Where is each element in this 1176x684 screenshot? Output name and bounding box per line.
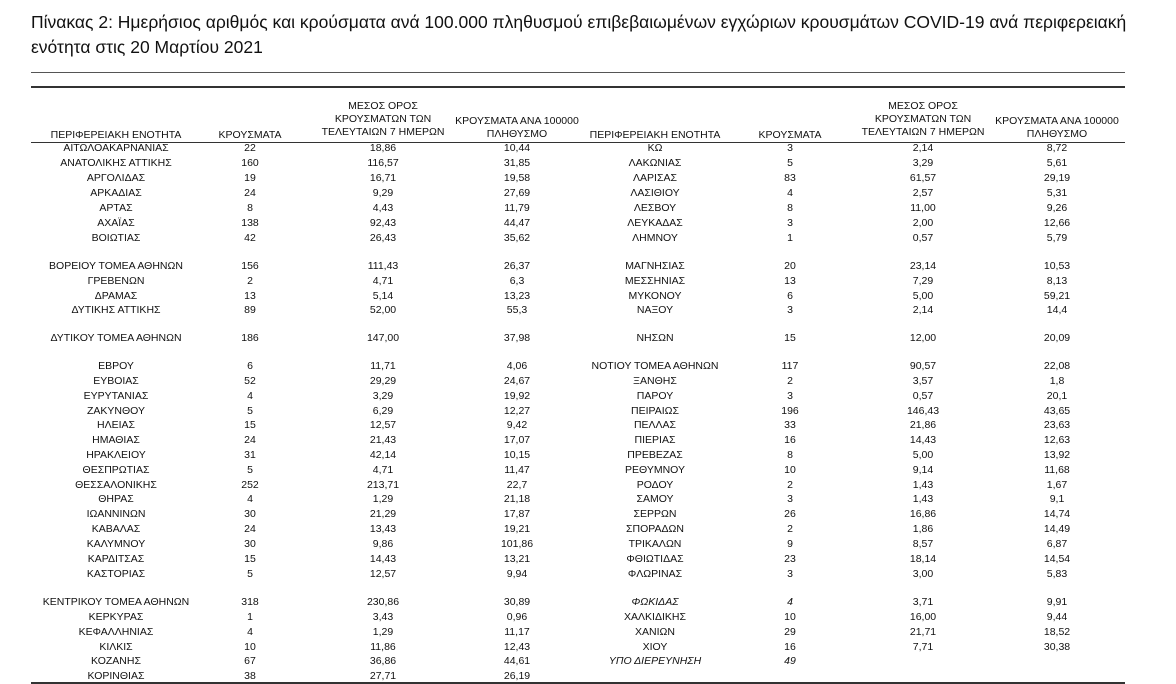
left-cases-cell: 24 (244, 434, 256, 446)
right-avg7-cell: 146,43 (906, 405, 940, 417)
left-per100k-cell: 101,86 (500, 538, 534, 550)
right-avg7-cell: 5,00 (912, 449, 934, 461)
left-per100k-cell: 55,3 (506, 304, 528, 316)
right-cases-cell: 3 (787, 217, 793, 229)
right-per100k-cell: 9,26 (1046, 202, 1068, 214)
left-region-cell: ΚΑΒΑΛΑΣ (91, 523, 141, 535)
right-cases-cell: 49 (784, 655, 796, 667)
left-per100k-cell: 4,06 (506, 360, 528, 372)
right-avg7-cell: 2,14 (912, 304, 934, 316)
left-region-cell: ΚΟΖΑΝΗΣ (91, 655, 141, 667)
left-avg7-cell: 12,57 (369, 419, 397, 431)
right-cases-cell: 5 (787, 157, 793, 169)
left-per100k-cell: 13,23 (503, 290, 531, 302)
right-cases-cell: 3 (787, 390, 793, 402)
right-per100k-cell: 1,8 (1049, 375, 1065, 387)
right-region-cell: ΥΠΟ ΔΙΕΡΕΥΝΗΣΗ (608, 655, 702, 667)
right-per100k-cell: 14,54 (1043, 553, 1071, 565)
right-cases-cell: 33 (784, 419, 796, 431)
left-cases-cell: 30 (244, 538, 256, 550)
left-region-cell: ΑΝΑΤΟΛΙΚΗΣ ΑΤΤΙΚΗΣ (60, 157, 172, 169)
right-region-cell: ΧΑΛΚΙΔΙΚΗΣ (624, 611, 686, 623)
right-cases-cell: 3 (787, 142, 793, 154)
right-region-cell: ΜΕΣΣΗΝΙΑΣ (624, 275, 686, 287)
top-rule (31, 72, 1125, 73)
right-per100k-cell: 9,91 (1046, 596, 1068, 608)
left-cases-cell: 19 (244, 172, 256, 184)
left-avg7-cell: 213,71 (366, 479, 400, 491)
right-per100k-cell: 22,08 (1043, 360, 1071, 372)
right-avg7-cell: 2,57 (912, 187, 934, 199)
left-avg7-cell: 21,29 (369, 508, 397, 520)
left-per100k-cell: 11,79 (504, 202, 530, 214)
left-cases-cell: 67 (244, 655, 256, 667)
right-region-cell: ΝΗΣΩΝ (636, 332, 674, 344)
left-cases-cell: 5 (247, 464, 253, 476)
left-avg7-cell: 11,86 (370, 641, 396, 653)
left-per100k-cell: 12,27 (503, 405, 531, 417)
right-region-cell: ΦΘΙΩΤΙΔΑΣ (626, 553, 684, 565)
left-cases-cell: 52 (244, 375, 256, 387)
left-per100k-cell: 10,44 (503, 142, 531, 154)
right-cases-cell: 10 (784, 464, 796, 476)
left-region-cell: ΗΜΑΘΙΑΣ (92, 434, 140, 446)
right-region-cell: ΞΑΝΘΗΣ (633, 375, 677, 387)
right-region-cell: ΡΟΔΟΥ (636, 479, 674, 491)
left-avg7-cell: 12,57 (369, 568, 397, 580)
left-per100k-cell: 26,19 (503, 670, 531, 682)
left-per100k-cell: 35,62 (503, 232, 531, 244)
right-avg7-cell: 3,29 (912, 157, 934, 169)
right-region-cell: ΝΟΤΙΟΥ ΤΟΜΕΑ ΑΘΗΝΩΝ (591, 360, 719, 372)
left-cases-cell: 252 (241, 479, 259, 491)
right-per100k-cell: 5,83 (1046, 568, 1068, 580)
left-region-cell: ΚΕΡΚΥΡΑΣ (88, 611, 144, 623)
left-avg7-cell: 11,71 (370, 360, 396, 372)
right-avg7-cell: 14,43 (909, 434, 937, 446)
right-avg7-cell: 7,71 (912, 641, 934, 653)
right-avg7-cell: 1,86 (912, 523, 934, 535)
left-avg7-cell: 36,86 (369, 655, 397, 667)
left-region-cell: ΚΙΛΚΙΣ (99, 641, 133, 653)
left-cases-cell: 6 (247, 360, 253, 372)
left-region-cell: ΘΕΣΠΡΩΤΙΑΣ (82, 464, 150, 476)
left-per100k-cell: 10,15 (503, 449, 531, 461)
left-avg7-cell: 1,29 (372, 626, 394, 638)
left-region-cell: ΑΡΓΟΛΙΔΑΣ (86, 172, 146, 184)
right-avg7-cell: 3,71 (912, 596, 934, 608)
right-cases-cell: 6 (787, 290, 793, 302)
right-region-cell: ΠΕΛΛΑΣ (633, 419, 677, 431)
left-region-cell: ΗΡΑΚΛΕΙΟΥ (86, 449, 146, 461)
left-cases-cell: 5 (247, 568, 253, 580)
left-cases-cell: 1 (247, 611, 253, 623)
right-per100k-cell: 6,87 (1046, 538, 1068, 550)
left-region-cell: ΕΥΒΟΙΑΣ (93, 375, 139, 387)
right-per100k-cell: 10,53 (1043, 260, 1071, 272)
right-avg7-cell: 21,86 (909, 419, 937, 431)
left-avg7-cell: 9,29 (372, 187, 394, 199)
right-cases-cell: 117 (781, 360, 799, 372)
left-region-cell: ΘΕΣΣΑΛΟΝΙΚΗΣ (75, 479, 157, 491)
right-region-cell: ΛΕΣΒΟΥ (633, 202, 677, 214)
right-cases-cell: 29 (784, 626, 796, 638)
right-avg7-cell: 1,43 (912, 479, 934, 491)
left-region-cell: ΔΥΤΙΚΟΥ ΤΟΜΕΑ ΑΘΗΝΩΝ (50, 332, 182, 344)
right-region-cell: ΣΕΡΡΩΝ (633, 508, 677, 520)
left-avg7-cell: 16,71 (369, 172, 397, 184)
right-cases-cell: 23 (784, 553, 796, 565)
left-avg7-cell: 42,14 (369, 449, 397, 461)
left-per100k-cell: 22,7 (506, 479, 528, 491)
left-region-cell: ΕΥΡΥΤΑΝΙΑΣ (83, 390, 149, 402)
left-per100k-cell: 44,61 (503, 655, 531, 667)
left-per100k-cell: 37,98 (503, 332, 531, 344)
right-avg7-cell: 0,57 (912, 232, 934, 244)
left-region-cell: ΚΕΦΑΛΛΗΝΙΑΣ (78, 626, 154, 638)
right-region-cell: ΛΑΚΩΝΙΑΣ (628, 157, 682, 169)
right-avg7-cell: 90,57 (909, 360, 937, 372)
left-avg7-cell: 13,43 (369, 523, 397, 535)
right-cases-cell: 3 (787, 493, 793, 505)
left-avg7-cell: 29,29 (369, 375, 397, 387)
right-region-cell: ΛΕΥΚΑΔΑΣ (627, 217, 683, 229)
right-region-cell: ΠΕΙΡΑΙΩΣ (631, 405, 679, 417)
right-per100k-cell: 9,1 (1049, 493, 1065, 505)
right-avg7-cell: 3,57 (912, 375, 934, 387)
table-caption: Πίνακας 2: Ημερήσιος αριθμός και κρούσματα ανά 100.000 πληθυσμού επιβεβαιωμένων εγχώριων κρουσμάτων COVID-19 ανά περιφερειακή ενότητα στις 20 Μαρτίου 2021 (31, 12, 1127, 57)
right-per100k-cell: 1,67 (1046, 479, 1068, 491)
right-per100k-cell: 14,74 (1043, 508, 1071, 520)
left-avg7-cell: 4,71 (372, 464, 394, 476)
left-avg7-cell: 21,43 (369, 434, 397, 446)
right-avg7-cell: 0,57 (912, 390, 934, 402)
right-avg7-cell: 3,00 (912, 568, 934, 580)
left-avg7-cell: 6,29 (372, 405, 394, 417)
right-cases-cell: 2 (787, 523, 793, 535)
left-avg7-cell: 3,43 (372, 611, 394, 623)
right-avg7-cell: 16,86 (909, 508, 937, 520)
right-region-cell: ΚΩ (647, 142, 663, 154)
right-per100k-cell: 5,61 (1046, 157, 1068, 169)
right-avg7-cell: 8,57 (912, 538, 934, 550)
right-per100k-cell: 29,19 (1043, 172, 1071, 184)
header-rule (31, 86, 1125, 88)
left-avg7-cell: 111,43 (367, 260, 399, 272)
left-region-cell: ΙΩΑΝΝΙΝΩΝ (86, 508, 146, 520)
left-region-cell: ΒΟΡΕΙΟΥ ΤΟΜΕΑ ΑΘΗΝΩΝ (49, 260, 183, 272)
right-region-cell: ΣΑΜΟΥ (636, 493, 674, 505)
right-region-cell: ΠΑΡΟΥ (636, 390, 674, 402)
left-avg7-cell: 18,86 (369, 142, 397, 154)
header-avg7-right: ΜΕΣΟΣ ΟΡΟΣ ΚΡΟΥΣΜΑΤΩΝ ΤΩΝ ΤΕΛΕΥΤΑΙΩΝ 7 ΗΜΕΡΩΝ (861, 100, 985, 138)
right-per100k-cell: 13,92 (1043, 449, 1071, 461)
left-avg7-cell: 4,43 (372, 202, 394, 214)
left-per100k-cell: 26,37 (503, 260, 531, 272)
left-cases-cell: 186 (241, 332, 259, 344)
right-region-cell: ΣΠΟΡΑΔΩΝ (626, 523, 684, 535)
right-avg7-cell: 5,00 (912, 290, 934, 302)
right-region-cell: ΠΡΕΒΕΖΑΣ (627, 449, 683, 461)
right-per100k-cell: 8,13 (1046, 275, 1068, 287)
right-per100k-cell: 5,31 (1046, 187, 1068, 199)
header-per100k-left: ΚΡΟΥΣΜΑΤΑ ΑΝΑ 100000 ΠΛΗΘΥΣΜΟ (455, 115, 579, 140)
right-per100k-cell: 14,4 (1046, 304, 1068, 316)
left-cases-cell: 5 (247, 405, 253, 417)
left-region-cell: ΑΙΤΩΛΟΑΚΑΡΝΑΝΙΑΣ (63, 142, 169, 154)
left-cases-cell: 318 (241, 596, 259, 608)
left-avg7-cell: 92,43 (369, 217, 397, 229)
right-per100k-cell: 11,68 (1044, 464, 1070, 476)
right-region-cell: ΦΛΩΡΙΝΑΣ (627, 568, 683, 580)
right-cases-cell: 3 (787, 304, 793, 316)
left-cases-cell: 38 (244, 670, 256, 682)
right-avg7-cell: 12,00 (909, 332, 937, 344)
right-cases-cell: 20 (784, 260, 796, 272)
left-avg7-cell: 147,00 (366, 332, 400, 344)
left-region-cell: ΘΗΡΑΣ (98, 493, 134, 505)
left-region-cell: ΚΑΣΤΟΡΙΑΣ (86, 568, 146, 580)
header-region-right: ΠΕΡΙΦΕΡΕΙΑΚΗ ΕΝΟΤΗΤΑ (589, 129, 721, 141)
left-per100k-cell: 19,92 (503, 390, 531, 402)
header-cases-right: ΚΡΟΥΣΜΑΤΑ (758, 129, 822, 141)
left-cases-cell: 156 (241, 260, 259, 272)
left-avg7-cell: 27,71 (369, 670, 397, 682)
right-per100k-cell: 14,49 (1043, 523, 1071, 535)
left-per100k-cell: 9,94 (506, 568, 528, 580)
right-region-cell: ΡΕΘΥΜΝΟΥ (624, 464, 685, 476)
left-avg7-cell: 9,86 (372, 538, 394, 550)
right-per100k-cell: 30,38 (1043, 641, 1071, 653)
header-cases-left: ΚΡΟΥΣΜΑΤΑ (218, 129, 282, 141)
left-avg7-cell: 26,43 (369, 232, 397, 244)
right-region-cell: ΧΑΝΙΩΝ (635, 626, 675, 638)
right-region-cell: ΛΗΜΝΟΥ (632, 232, 678, 244)
right-avg7-cell: 7,29 (912, 275, 934, 287)
left-region-cell: ΑΡΤΑΣ (99, 202, 133, 214)
right-cases-cell: 26 (784, 508, 796, 520)
left-per100k-cell: 21,18 (503, 493, 531, 505)
left-cases-cell: 138 (241, 217, 259, 229)
right-per100k-cell: 8,72 (1046, 142, 1068, 154)
right-avg7-cell: 21,71 (909, 626, 937, 638)
left-cases-cell: 31 (244, 449, 256, 461)
header-region-left: ΠΕΡΙΦΕΡΕΙΑΚΗ ΕΝΟΤΗΤΑ (50, 129, 182, 141)
left-per100k-cell: 13,21 (503, 553, 531, 565)
left-avg7-cell: 116,57 (367, 157, 399, 169)
right-cases-cell: 10 (784, 611, 796, 623)
left-per100k-cell: 9,42 (506, 419, 528, 431)
left-per100k-cell: 17,07 (503, 434, 531, 446)
left-cases-cell: 4 (247, 390, 253, 402)
left-avg7-cell: 52,00 (369, 304, 397, 316)
left-region-cell: ΚΕΝΤΡΙΚΟΥ ΤΟΜΕΑ ΑΘΗΝΩΝ (42, 596, 190, 608)
right-per100k-cell: 5,79 (1046, 232, 1068, 244)
header-avg7-left: ΜΕΣΟΣ ΟΡΟΣ ΚΡΟΥΣΜΑΤΩΝ ΤΩΝ ΤΕΛΕΥΤΑΙΩΝ 7 ΗΜΕΡΩΝ (321, 100, 445, 138)
right-per100k-cell: 23,63 (1043, 419, 1071, 431)
right-cases-cell: 13 (784, 275, 796, 287)
right-cases-cell: 8 (787, 449, 793, 461)
right-cases-cell: 9 (787, 538, 793, 550)
left-region-cell: ΕΒΡΟΥ (98, 360, 134, 372)
left-region-cell: ΒΟΙΩΤΙΑΣ (91, 232, 141, 244)
right-region-cell: ΛΑΡΙΣΑΣ (633, 172, 677, 184)
left-per100k-cell: 31,85 (503, 157, 531, 169)
left-cases-cell: 4 (247, 493, 253, 505)
right-per100k-cell: 9,44 (1046, 611, 1068, 623)
left-avg7-cell: 5,14 (372, 290, 394, 302)
left-region-cell: ΚΟΡΙΝΘΙΑΣ (87, 670, 145, 682)
right-region-cell: ΜΥΚΟΝΟΥ (628, 290, 682, 302)
left-per100k-cell: 12,43 (503, 641, 531, 653)
left-cases-cell: 160 (241, 157, 259, 169)
right-per100k-cell: 59,21 (1043, 290, 1071, 302)
left-cases-cell: 22 (244, 142, 256, 154)
left-per100k-cell: 19,21 (503, 523, 531, 535)
right-avg7-cell: 18,14 (909, 553, 937, 565)
left-cases-cell: 10 (244, 641, 256, 653)
right-cases-cell: 3 (787, 568, 793, 580)
left-avg7-cell: 1,29 (372, 493, 394, 505)
right-cases-cell: 8 (787, 202, 793, 214)
right-avg7-cell: 2,00 (912, 217, 934, 229)
left-per100k-cell: 30,89 (503, 596, 531, 608)
left-per100k-cell: 19,58 (503, 172, 531, 184)
right-avg7-cell: 2,14 (912, 142, 934, 154)
left-region-cell: ΗΛΕΙΑΣ (96, 419, 135, 431)
right-region-cell: ΤΡΙΚΑΛΩΝ (628, 538, 682, 550)
right-per100k-cell: 20,1 (1046, 390, 1068, 402)
left-cases-cell: 4 (247, 626, 253, 638)
left-per100k-cell: 24,67 (503, 375, 531, 387)
right-cases-cell: 83 (784, 172, 796, 184)
left-avg7-cell: 14,43 (369, 553, 397, 565)
right-cases-cell: 4 (787, 596, 793, 608)
left-per100k-cell: 11,17 (504, 626, 530, 638)
right-cases-cell: 16 (784, 641, 796, 653)
left-cases-cell: 24 (244, 187, 256, 199)
right-region-cell: ΝΑΞΟΥ (636, 304, 674, 316)
right-per100k-cell: 43,65 (1043, 405, 1071, 417)
right-per100k-cell: 18,52 (1043, 626, 1071, 638)
right-region-cell: ΧΙΟΥ (642, 641, 668, 653)
right-per100k-cell: 12,63 (1043, 434, 1071, 446)
right-avg7-cell: 1,43 (912, 493, 934, 505)
right-cases-cell: 196 (781, 405, 799, 417)
right-avg7-cell: 61,57 (909, 172, 937, 184)
right-per100k-cell: 20,09 (1043, 332, 1071, 344)
right-avg7-cell: 23,14 (909, 260, 937, 272)
left-region-cell: ΚΑΡΔΙΤΣΑΣ (87, 553, 145, 565)
left-region-cell: ΑΡΚΑΔΙΑΣ (90, 187, 142, 199)
left-per100k-cell: 11,47 (504, 464, 530, 476)
left-region-cell: ΚΑΛΥΜΝΟΥ (86, 538, 146, 550)
left-cases-cell: 2 (247, 275, 253, 287)
right-cases-cell: 4 (787, 187, 793, 199)
right-region-cell: ΜΑΓΝΗΣΙΑΣ (625, 260, 685, 272)
left-cases-cell: 42 (244, 232, 256, 244)
right-per100k-cell: 12,66 (1043, 217, 1071, 229)
right-region-cell: ΦΩΚΙΔΑΣ (631, 596, 679, 608)
left-region-cell: ΔΡΑΜΑΣ (94, 290, 138, 302)
left-per100k-cell: 27,69 (503, 187, 531, 199)
left-per100k-cell: 44,47 (503, 217, 531, 229)
left-cases-cell: 89 (244, 304, 256, 316)
right-cases-cell: 1 (787, 232, 793, 244)
left-avg7-cell: 4,71 (372, 275, 394, 287)
left-avg7-cell: 230,86 (366, 596, 400, 608)
left-per100k-cell: 17,87 (503, 508, 531, 520)
right-avg7-cell: 16,00 (909, 611, 937, 623)
left-cases-cell: 13 (244, 290, 256, 302)
right-region-cell: ΛΑΣΙΘΙΟΥ (630, 187, 680, 199)
left-cases-cell: 8 (247, 202, 253, 214)
left-per100k-cell: 0,96 (506, 611, 528, 623)
right-avg7-cell: 11,00 (910, 202, 936, 214)
left-cases-cell: 15 (244, 553, 256, 565)
left-region-cell: ΖΑΚΥΝΘΟΥ (86, 405, 145, 417)
left-region-cell: ΔΥΤΙΚΗΣ ΑΤΤΙΚΗΣ (71, 304, 161, 316)
right-cases-cell: 2 (787, 375, 793, 387)
left-per100k-cell: 6,3 (509, 275, 525, 287)
header-per100k-right: ΚΡΟΥΣΜΑΤΑ ΑΝΑ 100000 ΠΛΗΘΥΣΜΟ (995, 115, 1119, 140)
right-region-cell: ΠΙΕΡΙΑΣ (634, 434, 676, 446)
right-cases-cell: 16 (784, 434, 796, 446)
left-cases-cell: 24 (244, 523, 256, 535)
right-cases-cell: 2 (787, 479, 793, 491)
left-cases-cell: 30 (244, 508, 256, 520)
right-cases-cell: 15 (784, 332, 796, 344)
left-region-cell: ΓΡΕΒΕΝΩΝ (87, 275, 145, 287)
right-avg7-cell: 9,14 (912, 464, 934, 476)
left-avg7-cell: 3,29 (372, 390, 394, 402)
left-region-cell: ΑΧΑΪΑΣ (97, 217, 135, 229)
left-cases-cell: 15 (244, 419, 256, 431)
